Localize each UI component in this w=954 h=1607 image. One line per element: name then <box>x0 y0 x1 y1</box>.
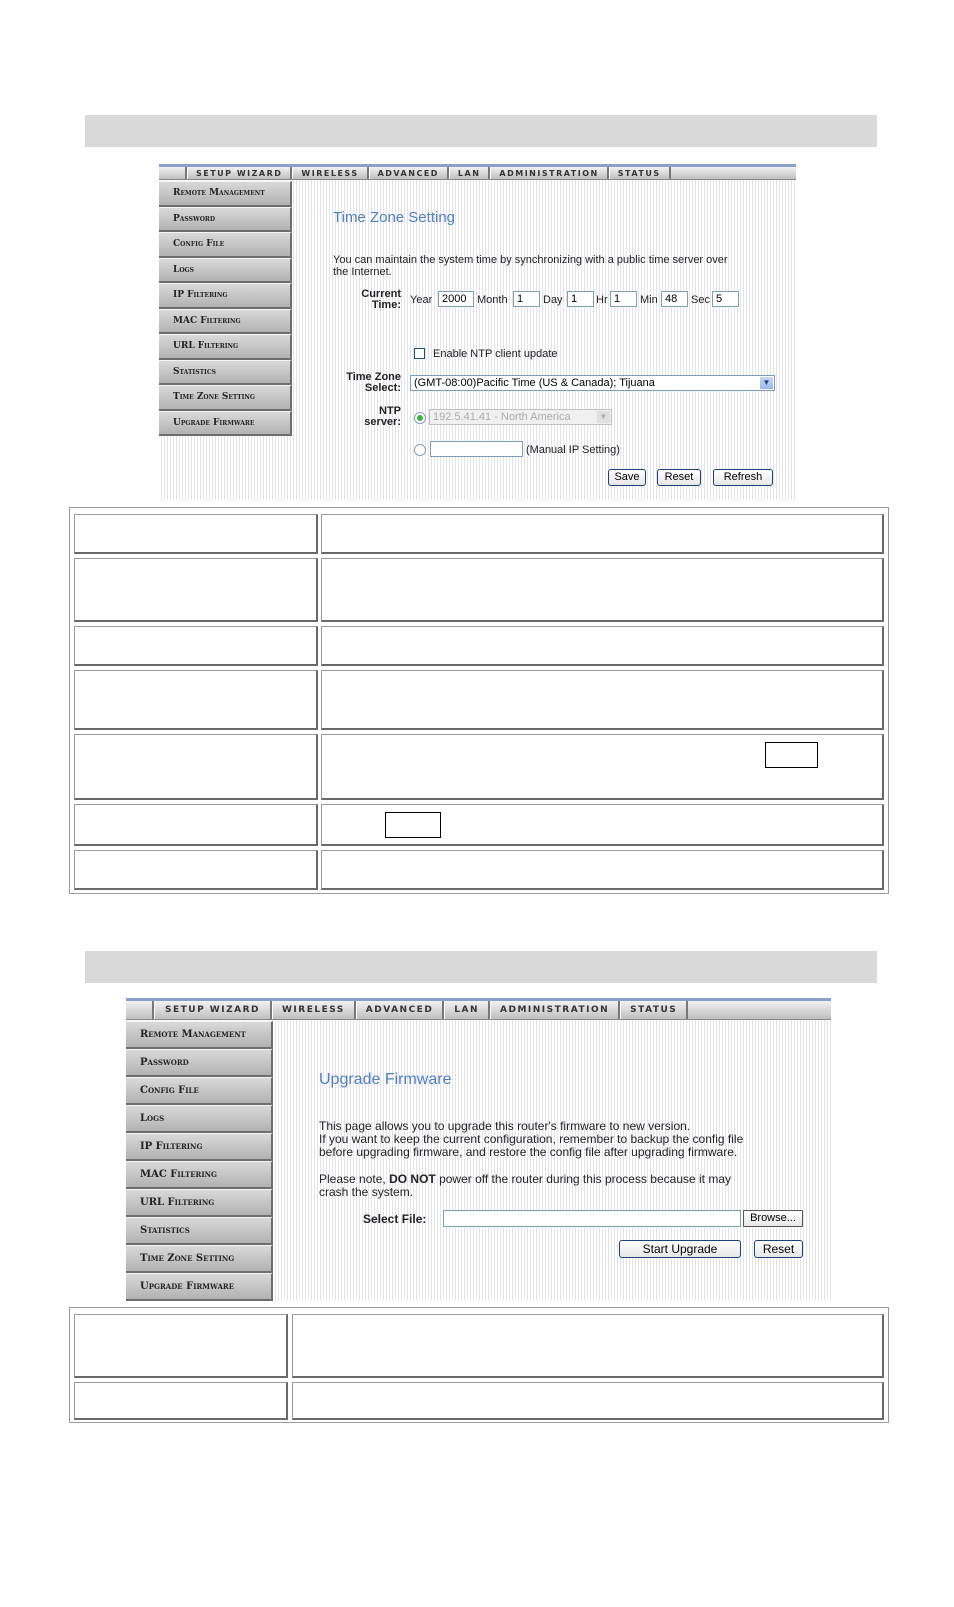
tab-lan[interactable]: LAN <box>444 1001 490 1019</box>
table-cell-description <box>321 626 884 666</box>
hr-label: Hr <box>596 294 608 306</box>
table-cell-label <box>74 804 318 846</box>
time-zone-select-label <box>331 372 401 394</box>
manual-ip-radio[interactable] <box>414 444 426 456</box>
upgrade-note-prefix: Please note, <box>319 1172 390 1186</box>
tab-spacer <box>126 1001 154 1019</box>
manual-ip-label: (Manual IP Setting) <box>526 444 620 456</box>
table-cell-label <box>74 850 318 890</box>
ntp-server-label <box>341 406 401 428</box>
save-button[interactable]: Save <box>608 469 646 486</box>
reset-button[interactable]: Reset <box>657 469 701 486</box>
current-time-label-line-1: Current <box>361 288 401 300</box>
day-input[interactable]: 1 <box>567 291 594 307</box>
sidebar-item-logs[interactable]: Logs <box>159 258 292 284</box>
day-label: Day <box>543 294 563 306</box>
current-time-label <box>341 289 401 311</box>
sidebar-item-mac-filtering[interactable]: MAC Filtering <box>159 309 292 335</box>
upgrade-description-line-1: This page allows you to upgrade this router's firmware to new version. <box>319 1119 691 1133</box>
ntp-server-label-line-1: NTP <box>379 405 401 417</box>
upgrade-note-line-2: crash the system. <box>319 1185 414 1199</box>
sidebar-item-logs[interactable]: Logs <box>126 1105 273 1133</box>
start-upgrade-button[interactable]: Start Upgrade <box>619 1240 741 1258</box>
current-time-label-line-2: Time: <box>371 299 401 311</box>
tab-status[interactable]: STATUS <box>620 1001 688 1019</box>
table-cell-label <box>74 626 318 666</box>
sidebar-item-statistics[interactable]: Statistics <box>159 360 292 386</box>
upgrade-description-line-2: If you want to keep the current configuration, remember to backup the config file <box>319 1132 744 1146</box>
table-row <box>70 1382 888 1420</box>
table-cell-label <box>74 514 318 554</box>
table-cell-description <box>292 1314 884 1378</box>
table-row <box>70 850 888 890</box>
sidebar-item-time-zone-setting[interactable]: Time Zone Setting <box>126 1245 273 1273</box>
table-row <box>70 670 888 730</box>
sidebar-nav <box>159 181 292 436</box>
tab-advanced[interactable]: ADVANCED <box>356 1001 445 1019</box>
time-zone-select-value: (GMT-08:00)Pacific Time (US & Canada); Tijuana <box>414 377 655 389</box>
sidebar-item-remote-management[interactable]: Remote Management <box>159 181 292 207</box>
file-path-input[interactable] <box>443 1210 741 1227</box>
sec-label: Sec <box>691 294 710 306</box>
manual-ip-input[interactable] <box>430 441 523 457</box>
time-zone-select-label-line-2: Select: <box>364 382 401 394</box>
sidebar-item-password[interactable]: Password <box>126 1049 273 1077</box>
table-row <box>70 734 888 800</box>
sidebar-item-statistics[interactable]: Statistics <box>126 1217 273 1245</box>
table-cell-description <box>321 850 884 890</box>
sidebar-nav <box>126 1021 273 1301</box>
ntp-server-radio[interactable] <box>414 412 426 424</box>
time-zone-select[interactable] <box>410 375 775 391</box>
ntp-server-select[interactable] <box>429 409 612 425</box>
tab-spacer <box>159 167 187 179</box>
sidebar-item-config-file[interactable]: Config File <box>159 232 292 258</box>
description-line-1: You can maintain the system time by synchronizing with a public time server over <box>333 254 728 266</box>
ntp-server-select-value: 192.5.41.41 - North America <box>433 411 571 423</box>
min-label: Min <box>640 294 658 306</box>
sidebar-item-time-zone-setting[interactable]: Time Zone Setting <box>159 385 292 411</box>
sidebar-item-upgrade-firmware[interactable]: Upgrade Firmware <box>159 411 292 437</box>
sidebar-item-config-file[interactable]: Config File <box>126 1077 273 1105</box>
table-row <box>70 558 888 622</box>
page-title: Time Zone Setting <box>333 209 455 226</box>
table-cell-label <box>74 734 318 800</box>
sidebar-item-ip-filtering[interactable]: IP Filtering <box>126 1133 273 1161</box>
upgrade-note-suffix: power off the router during this process because it may <box>435 1172 731 1186</box>
enable-ntp-checkbox[interactable] <box>414 348 425 359</box>
time-zone-screenshot <box>159 164 796 500</box>
sidebar-item-url-filtering[interactable]: URL Filtering <box>126 1189 273 1217</box>
sidebar-item-password[interactable]: Password <box>159 207 292 233</box>
table-cell-description <box>321 514 884 554</box>
month-input[interactable]: 1 <box>513 291 540 307</box>
tab-wireless[interactable]: WIRELESS <box>292 167 368 179</box>
top-tab-bar <box>159 164 796 180</box>
page-title: Upgrade Firmware <box>319 1071 452 1088</box>
description-table-upgrade <box>69 1307 889 1423</box>
refresh-button[interactable]: Refresh <box>713 469 773 486</box>
table-cell-label <box>74 1382 288 1420</box>
sidebar-item-upgrade-firmware[interactable]: Upgrade Firmware <box>126 1273 273 1301</box>
table-row <box>70 514 888 554</box>
time-zone-select-label-line-1: Time Zone <box>346 371 401 383</box>
tab-administration[interactable]: ADMINISTRATION <box>490 167 608 179</box>
chevron-down-icon[interactable]: ▼ <box>760 377 773 389</box>
sidebar-item-url-filtering[interactable]: URL Filtering <box>159 334 292 360</box>
upgrade-note-warning: DO NOT <box>389 1172 436 1186</box>
min-input[interactable]: 48 <box>661 291 688 307</box>
tab-advanced[interactable]: ADVANCED <box>369 167 449 179</box>
table-cell-description <box>292 1382 884 1420</box>
table-cell-label <box>74 670 318 730</box>
tab-lan[interactable]: LAN <box>449 167 490 179</box>
browse-button[interactable]: Browse... <box>743 1210 803 1227</box>
month-label: Month <box>477 294 508 306</box>
table-cell-label <box>74 558 318 622</box>
table-row <box>70 804 888 846</box>
tab-setup-wizard[interactable]: SETUP WIZARD <box>187 167 292 179</box>
section-header-bar-time-zone <box>85 115 877 147</box>
year-label: Year <box>410 294 433 306</box>
table-cell-label <box>74 1314 288 1378</box>
table-cell-description <box>321 804 884 846</box>
upgrade-description-line-3: before upgrading firmware, and restore the config file after upgrading firmware. <box>319 1145 738 1159</box>
description-table-time-zone <box>69 507 889 894</box>
table-cell-description <box>321 670 884 730</box>
chevron-down-icon[interactable]: ▼ <box>597 411 610 423</box>
year-input[interactable]: 2000 <box>438 291 474 307</box>
sec-input[interactable]: 5 <box>712 291 739 307</box>
sidebar-item-remote-management[interactable]: Remote Management <box>126 1021 273 1049</box>
tab-wireless[interactable]: WIRELESS <box>272 1001 356 1019</box>
upgrade-firmware-screenshot <box>126 998 831 1301</box>
upgrade-note-line-1 <box>319 1172 731 1186</box>
tab-administration[interactable]: ADMINISTRATION <box>490 1001 620 1019</box>
enable-ntp-label: Enable NTP client update <box>433 348 558 360</box>
inline-button-image <box>765 742 818 768</box>
hr-input[interactable]: 1 <box>610 291 637 307</box>
description-line-2: the Internet. <box>333 266 392 278</box>
table-row <box>70 626 888 666</box>
ntp-server-label-line-2: server: <box>364 416 401 428</box>
select-file-label: Select File: <box>363 1212 427 1226</box>
tab-status[interactable]: STATUS <box>609 167 671 179</box>
table-row <box>70 1314 888 1378</box>
tab-setup-wizard[interactable]: SETUP WIZARD <box>154 1001 272 1019</box>
section-header-bar-upgrade <box>85 951 877 983</box>
reset-button[interactable]: Reset <box>754 1240 803 1258</box>
sidebar-item-mac-filtering[interactable]: MAC Filtering <box>126 1161 273 1189</box>
sidebar-item-ip-filtering[interactable]: IP Filtering <box>159 283 292 309</box>
table-cell-description <box>321 734 884 800</box>
top-tab-bar <box>126 998 831 1020</box>
table-cell-description <box>321 558 884 622</box>
inline-button-image <box>385 812 441 838</box>
